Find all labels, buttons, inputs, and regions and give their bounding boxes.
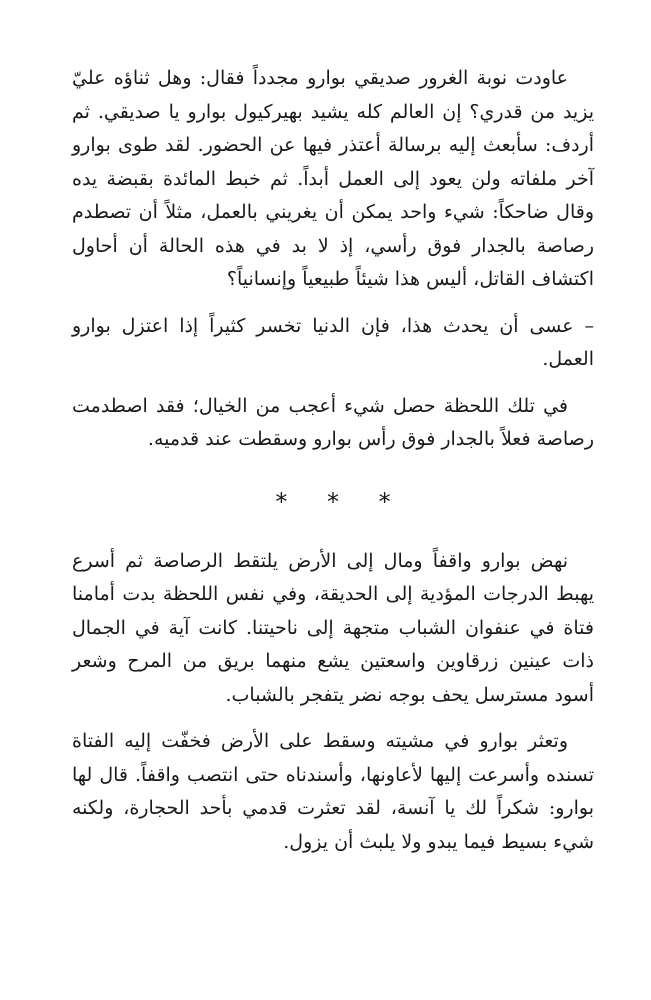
paragraph-poirot-stumbles: وتعثر بوارو في مشيته وسقط على الأرض فخفّت إليه الفتاة تسنده وأسرعت إليها لأعاونها، وأسندناه حتى انتصب واقفاً. قال لها بوارو: شكراً لك يا آنسة، لقد تعثرت قدمي بأحد الحجارة، ولكنه شيء بسيط فيما يبدو ولا يلبث أن يزول. — [72, 730, 594, 853]
paragraph-dialogue-reply: – عسى أن يحدث هذا، فإن الدنيا تخسر كثيراً إذا اعتزل بوارو العمل. — [72, 314, 594, 370]
paragraph-poirot-pride: عاودت نوبة الغرور صديقي بوارو مجدداً فقال: وهل ثناؤه عليّ يزيد من قدري؟ إن العالم كله يشيد بهيركيول بوارو يا صديقي. ثم أردف: سأبعث إليه برسالة أعتذر فيها عن الحضور. لقد طوى بوارو آخر ملفاته ولن يعود إلى العمل أبداً. ثم خبط المائدة بقبضة يده وقال ضاحكاً: شيء واحد يمكن أن يغريني بالعمل، مثلاً أن تصطدم رصاصة بالجدار فوق رأسي، إذ لا بد في هذه الحالة أن أحاول اكتشاف القاتل، أليس هذا شيئاً طبيعياً وإنسانياً؟ — [72, 67, 594, 290]
book-page — [72, 62, 594, 859]
section-separator: * * * — [275, 487, 407, 516]
paragraph-bullet-strike: في تلك اللحظة حصل شيء أعجب من الخيال؛ فقد اصطدمت رصاصة فعلاً بالجدار فوق رأس بوارو وسقطت عند قدميه. — [72, 394, 594, 450]
paragraph-girl-arrives: نهض بوارو واقفاً ومال إلى الأرض يلتقط الرصاصة ثم أسرع يهبط الدرجات المؤدية إلى الحديقة، وفي نفس اللحظة بدت أمامنا فتاة في عنفوان الشباب متجهة إلى ناحيتنا. كانت آية في الجمال ذات عينين زرقاوين واسعتين يشع منهما بريق من المرح وشعر أسود مسترسل يحف بوجه نضر يتفجر بالشباب. — [72, 549, 594, 706]
